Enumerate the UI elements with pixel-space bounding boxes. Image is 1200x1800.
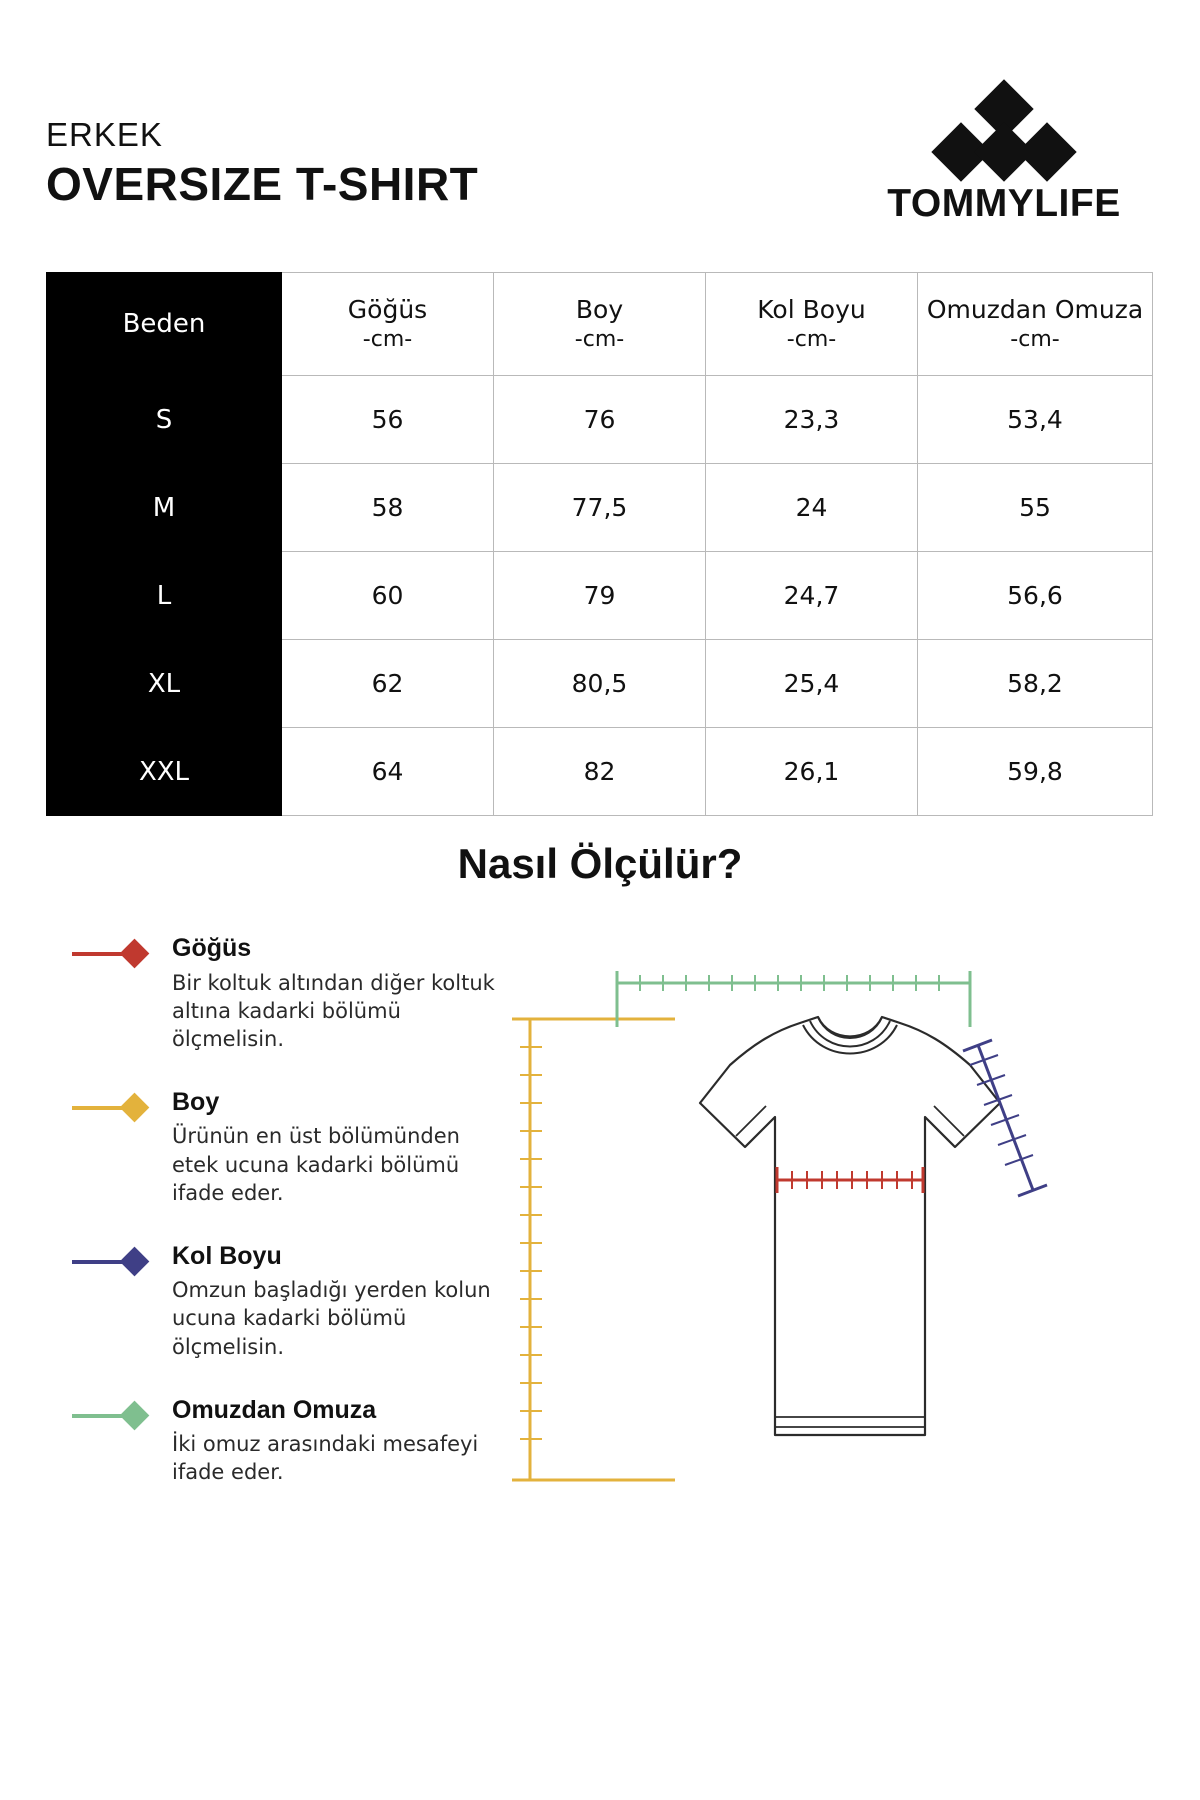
cell-size: S — [47, 376, 282, 464]
cell-boy: 77,5 — [494, 464, 706, 552]
cell-omuzdan-omuza: 56,6 — [918, 552, 1153, 640]
legend-item-kol-boyu — [72, 1243, 512, 1361]
legend-title: Kol Boyu — [172, 1241, 282, 1270]
legend-title: Boy — [172, 1087, 220, 1116]
column-header-label: Göğüs — [347, 295, 428, 325]
table-row — [47, 552, 1153, 640]
table-row — [47, 728, 1153, 816]
column-header-unit: -cm- — [1010, 326, 1060, 352]
cell-boy: 76 — [494, 376, 706, 464]
cell-omuzdan-omuza: 59,8 — [918, 728, 1153, 816]
how-to-measure-title: Nasıl Ölçülür? — [457, 840, 743, 887]
cell-gogus: 56 — [282, 376, 494, 464]
column-header-boy — [494, 273, 706, 376]
cell-gogus: 62 — [282, 640, 494, 728]
cell-size: XXL — [47, 728, 282, 816]
legend-item-boy — [72, 1089, 512, 1207]
cell-kol-boyu: 24,7 — [706, 552, 918, 640]
cell-boy: 79 — [494, 552, 706, 640]
page-header — [46, 118, 1154, 268]
column-header-beden — [47, 273, 282, 376]
column-header-unit: -cm- — [574, 326, 625, 352]
cell-gogus: 64 — [282, 728, 494, 816]
table-row — [47, 376, 1153, 464]
cell-size: L — [47, 552, 282, 640]
cell-boy: 82 — [494, 728, 706, 816]
diamond-marker-icon — [72, 1403, 164, 1429]
legend-description: Omzun başladığı yerden kolun ucuna kadarki bölümü ölçmelisin. — [172, 1278, 491, 1359]
title-block — [46, 116, 479, 210]
legend-description: Ürünün en üst bölümünden etek ucuna kadarki bölümü ifade eder. — [172, 1124, 460, 1205]
cell-kol-boyu: 25,4 — [706, 640, 918, 728]
cell-omuzdan-omuza: 55 — [918, 464, 1153, 552]
legend-title: Göğüs — [172, 934, 252, 962]
page-title: OVERSIZE T-SHIRT — [46, 158, 479, 210]
cell-kol-boyu: 23,3 — [706, 376, 918, 464]
column-header-label: Omuzdan Omuza — [926, 295, 1144, 325]
tshirt-measurement-diagram — [500, 935, 1160, 1555]
cell-boy: 80,5 — [494, 640, 706, 728]
size-table — [46, 272, 1153, 816]
table-row — [47, 464, 1153, 552]
cell-omuzdan-omuza: 53,4 — [918, 376, 1153, 464]
cell-kol-boyu: 26,1 — [706, 728, 918, 816]
diamond-marker-icon — [72, 1095, 164, 1121]
cell-gogus: 60 — [282, 552, 494, 640]
legend-item-omuzdan-omuza — [72, 1397, 512, 1487]
cell-omuzdan-omuza: 58,2 — [918, 640, 1153, 728]
legend-description: İki omuz arasındaki mesafeyi ifade eder. — [172, 1432, 479, 1485]
cell-gogus: 58 — [282, 464, 494, 552]
column-header-gogus — [282, 273, 494, 376]
column-header-label: Kol Boyu — [757, 295, 866, 325]
page-kicker: ERKEK — [46, 116, 163, 153]
cell-size: XL — [47, 640, 282, 728]
column-header-label: Boy — [575, 295, 624, 325]
cell-kol-boyu: 24 — [706, 464, 918, 552]
diamond-shape — [1017, 122, 1076, 181]
diamond-marker-icon — [72, 941, 164, 967]
diamond-logo-icon — [915, 86, 1093, 178]
diamond-marker-icon — [72, 1249, 164, 1275]
table-header-row — [47, 273, 1153, 376]
cell-size: M — [47, 464, 282, 552]
legend-description: Bir koltuk altından diğer koltuk altına kadarki bölümü ölçmelisin. — [172, 970, 495, 1051]
column-header-label: Beden — [122, 308, 206, 339]
column-header-unit: -cm- — [362, 326, 413, 352]
column-header-kol-boyu — [706, 273, 918, 376]
brand-name: TOMMYLIFE — [887, 182, 1121, 225]
legend-item-gogus — [72, 935, 512, 1053]
column-header-unit: -cm- — [786, 326, 837, 352]
legend-title: Omuzdan Omuza — [172, 1395, 377, 1424]
measurement-legend — [72, 935, 512, 1522]
column-header-omuzdan-omuza — [918, 273, 1153, 376]
brand-lockup — [854, 86, 1154, 223]
table-row — [47, 640, 1153, 728]
